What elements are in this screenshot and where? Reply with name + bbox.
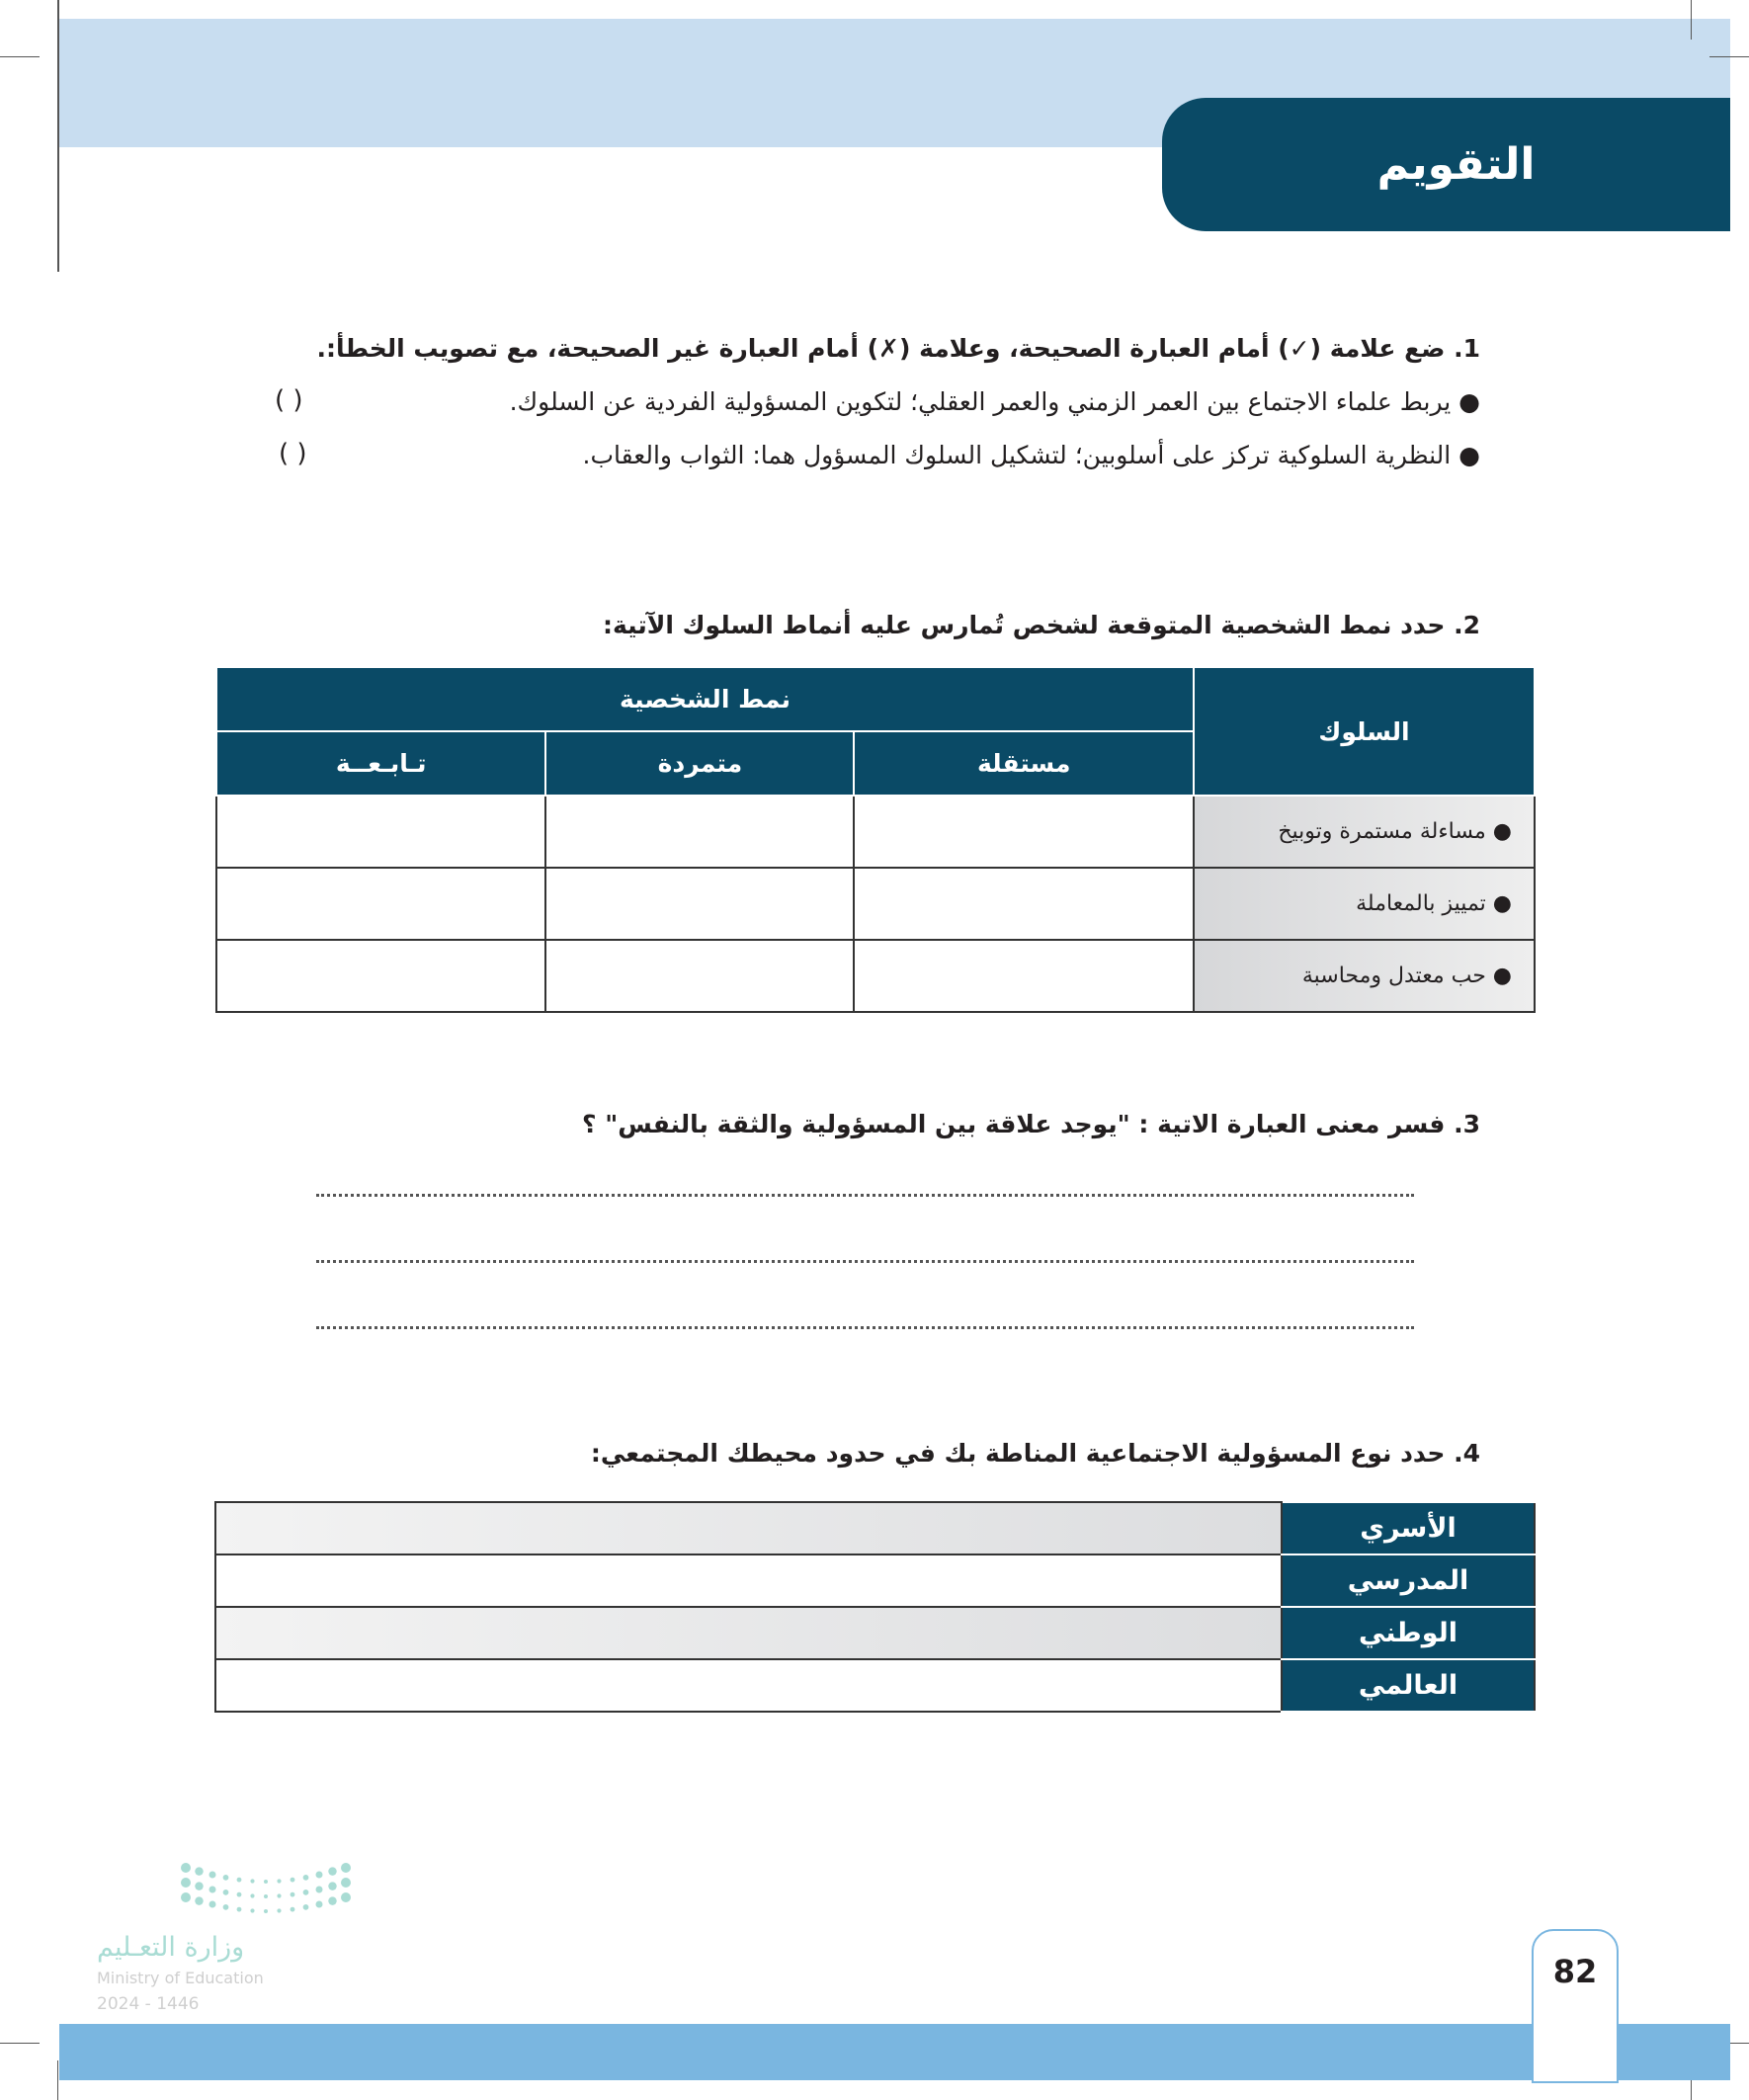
row-label: المدرسي bbox=[1282, 1554, 1535, 1607]
table-row: ● حب معتدل ومحاسبة bbox=[216, 940, 1535, 1012]
crop-mark bbox=[1709, 56, 1749, 57]
col-behavior: السلوك bbox=[1194, 667, 1535, 796]
row-label: الأسري bbox=[1282, 1502, 1535, 1554]
col-rebellious: متمردة bbox=[545, 731, 854, 796]
table-row bbox=[215, 1554, 1535, 1607]
question-2-heading: 2. حدد نمط الشخصية المتوقعة لشخص تُمارس عليه أنماط السلوك الآتية: bbox=[602, 611, 1480, 639]
table-row bbox=[215, 1659, 1535, 1712]
crop-mark bbox=[0, 2043, 40, 2044]
behavior-label: حب معتدل ومحاسبة bbox=[1301, 964, 1486, 988]
crop-mark bbox=[1691, 0, 1692, 40]
ministry-logo-icon bbox=[178, 1858, 356, 1927]
answer-cell[interactable] bbox=[854, 868, 1194, 940]
answer-parentheses[interactable]: ( ) bbox=[275, 385, 303, 415]
answer-cell[interactable] bbox=[215, 1502, 1282, 1554]
answer-cell[interactable] bbox=[545, 796, 854, 868]
ministry-name-en: Ministry of Education bbox=[97, 1969, 264, 1987]
row-label: الوطني bbox=[1282, 1607, 1535, 1659]
behavior-label: تمييز بالمعاملة bbox=[1356, 891, 1486, 916]
answer-cell[interactable] bbox=[216, 940, 545, 1012]
col-dependent: تـابـعــة bbox=[216, 731, 545, 796]
table-row: ● مساءلة مستمرة وتوبيخ bbox=[216, 796, 1535, 868]
bottom-band bbox=[59, 2024, 1730, 2080]
q1-statement: ● النظرية السلوكية تركز على أسلوبين؛ لتشكيل السلوك المسؤول هما: الثواب والعقاب. bbox=[582, 441, 1480, 469]
col-personality-type: نمط الشخصية bbox=[216, 667, 1194, 731]
answer-cell[interactable] bbox=[215, 1554, 1282, 1607]
question-4-heading: 4. حدد نوع المسؤولية الاجتماعية المناطة بك في حدود محيطك المجتمعي: bbox=[590, 1439, 1480, 1468]
answer-cell[interactable] bbox=[216, 868, 545, 940]
answer-cell[interactable] bbox=[216, 796, 545, 868]
ministry-name-ar: وزارة التعـليم bbox=[97, 1932, 245, 1963]
col-independent: مستقلة bbox=[854, 731, 1194, 796]
crop-mark bbox=[57, 0, 59, 272]
page-number: 82 bbox=[1532, 1929, 1619, 2083]
table-row: ● تمييز بالمعاملة bbox=[216, 868, 1535, 940]
answer-line[interactable] bbox=[316, 1194, 1414, 1197]
personality-table bbox=[215, 666, 1536, 1013]
answer-line[interactable] bbox=[316, 1326, 1414, 1329]
question-3-heading: 3. فسر معنى العبارة الاتية : "يوجد علاقة بين المسؤولية والثقة بالنفس" ؟ bbox=[582, 1110, 1480, 1138]
answer-cell[interactable] bbox=[854, 796, 1194, 868]
answer-cell[interactable] bbox=[545, 940, 854, 1012]
answer-cell[interactable] bbox=[854, 940, 1194, 1012]
row-label: العالمي bbox=[1282, 1659, 1535, 1712]
table-row bbox=[215, 1607, 1535, 1659]
answer-cell[interactable] bbox=[215, 1659, 1282, 1712]
table-row bbox=[215, 1502, 1535, 1554]
edition-year: 2024 - 1446 bbox=[97, 1994, 200, 2014]
question-1-heading: 1. ضع علامة (✓) أمام العبارة الصحيحة، وعلامة (✗) أمام العبارة غير الصحيحة، مع تصويب الخطأ:. bbox=[316, 334, 1480, 363]
answer-cell[interactable] bbox=[545, 868, 854, 940]
crop-mark bbox=[57, 2060, 58, 2100]
crop-mark bbox=[0, 56, 40, 57]
q1-statement-text: يربط علماء الاجتماع بين العمر الزمني والعمر العقلي؛ لتكوين المسؤولية الفردية عن السلوك. bbox=[509, 387, 1452, 416]
section-title: التقويم bbox=[1162, 98, 1730, 231]
answer-cell[interactable] bbox=[215, 1607, 1282, 1659]
responsibility-table bbox=[214, 1501, 1536, 1713]
behavior-label: مساءلة مستمرة وتوبيخ bbox=[1278, 819, 1486, 844]
q1-statement: ● يربط علماء الاجتماع بين العمر الزمني والعمر العقلي؛ لتكوين المسؤولية الفردية عن السلوك. bbox=[509, 387, 1480, 416]
answer-parentheses[interactable]: ( ) bbox=[279, 439, 307, 468]
answer-line[interactable] bbox=[316, 1260, 1414, 1263]
q1-statement-text: النظرية السلوكية تركز على أسلوبين؛ لتشكيل السلوك المسؤول هما: الثواب والعقاب. bbox=[582, 441, 1452, 469]
